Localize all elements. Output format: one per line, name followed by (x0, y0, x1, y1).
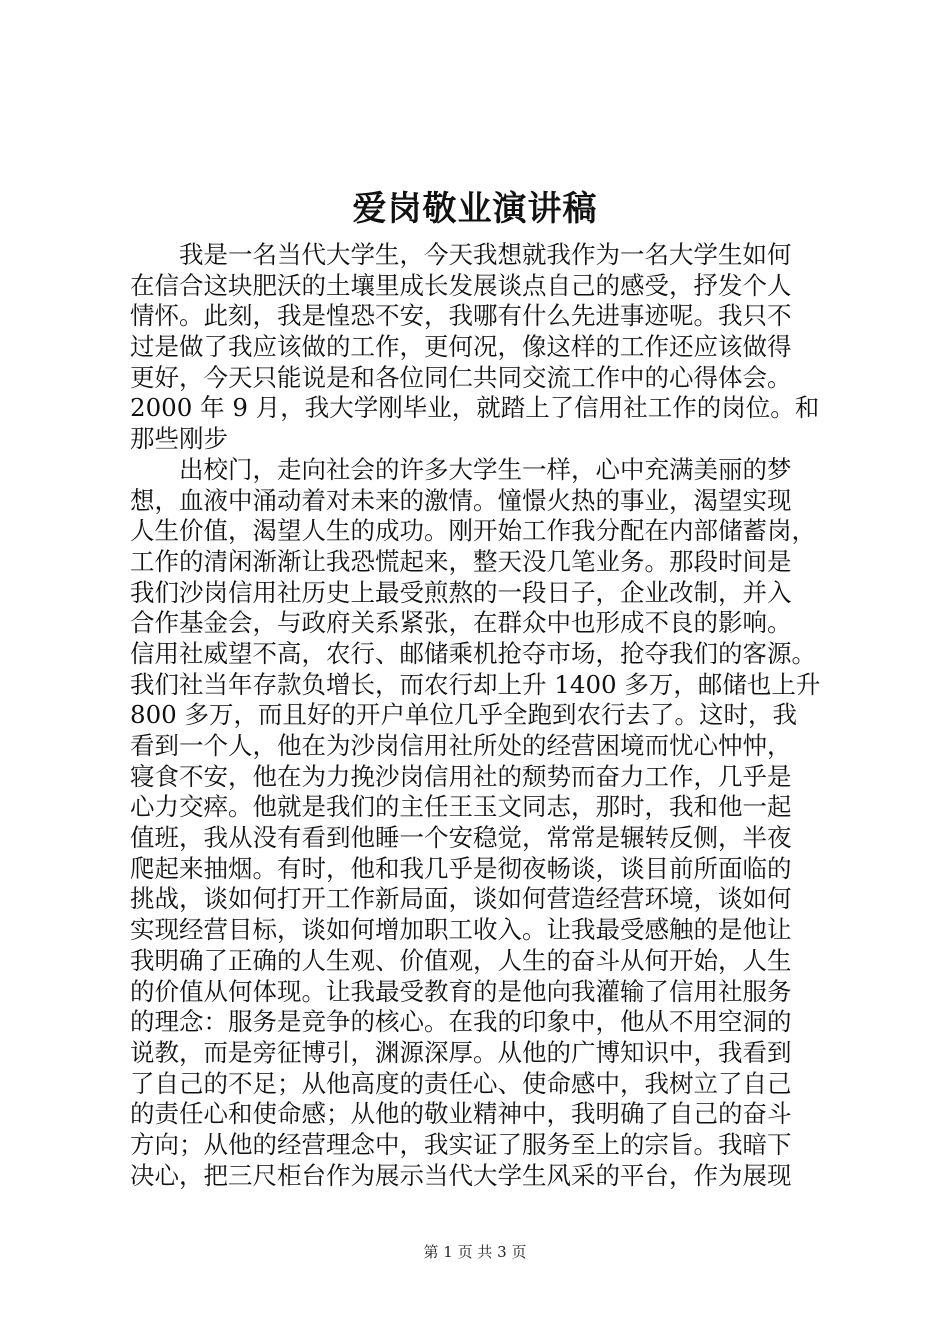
body-line: 心力交瘁。他就是我们的主任王玉文同志，那时，我和他一起 (130, 792, 792, 822)
body-line: 寝食不安，他在为力挽沙岗信用社的颓势而奋力工作，几乎是 (130, 761, 792, 791)
body-line: 想，血液中涌动着对未来的激情。憧憬火热的事业，渴望实现 (130, 485, 792, 515)
body-line: 了自己的不足；从他高度的责任心、使命感中，我树立了自己 (130, 1068, 792, 1098)
page-footer: 第 1 页 共 3 页 (423, 1243, 527, 1261)
body-line: 情怀。此刻，我是惶恐不安，我哪有什么先进事迹呢。我只不 (130, 301, 792, 331)
body-line: 我明确了正确的人生观、价值观，人生的奋斗从何开始，人生 (130, 945, 792, 975)
body-line: 在信合这块肥沃的土壤里成长发展谈点自己的感受，抒发个人 (130, 270, 792, 300)
body-line: 工作的清闲渐渐让我恐慌起来，整天没几笔业务。那段时间是 (130, 546, 792, 576)
body-line: 那些刚步 (130, 424, 228, 454)
body-line: 值班，我从没有看到他睡一个安稳觉，常常是辗转反侧，半夜 (130, 823, 792, 853)
body-line: 我们沙岗信用社历史上最受煎熬的一段日子，企业改制，并入 (130, 577, 792, 607)
body-line: 的价值从何体现。让我最受教育的是他向我灌输了信用社服务 (130, 976, 792, 1006)
body-line: 方向；从他的经营理念中，我实证了服务至上的宗旨。我暗下 (130, 1129, 792, 1159)
body-line: 人生价值，渴望人生的成功。刚开始工作我分配在内部储蓄岗， (130, 516, 816, 546)
body-line: 挑战，谈如何打开工作新局面，谈如何营造经营环境，谈如何 (130, 884, 792, 914)
body-line: 说教，而是旁征博引，渊源深厚。从他的广博知识中，我看到 (130, 1037, 792, 1067)
body-line: 合作基金会，与政府关系紧张，在群众中也形成不良的影响。 (130, 608, 792, 638)
body-line: 我们社当年存款负增长，而农行却上升 1400 多万，邮储也上升 (130, 669, 821, 699)
body-line: 实现经营目标，谈如何增加职工收入。让我最受感触的是他让 (130, 915, 792, 945)
body-line: 的理念：服务是竞争的核心。在我的印象中，他从不用空洞的 (130, 1007, 792, 1037)
body-line: 决心，把三尺柜台作为展示当代大学生风采的平台，作为展现 (130, 1160, 792, 1190)
body-line: 的责任心和使命感；从他的敬业精神中，我明确了自己的奋斗 (130, 1099, 792, 1129)
document-body (130, 240, 835, 1191)
body-line: 信用社威望不高，农行、邮储乘机抢夺市场，抢夺我们的客源。 (130, 638, 816, 668)
body-line: 过是做了我应该做的工作，更何况，像这样的工作还应该做得 (130, 332, 792, 362)
body-line: 800 多万，而且好的开户单位几乎全跑到农行去了。这时，我 (130, 700, 798, 730)
body-line: 出校门，走向社会的许多大学生一样，心中充满美丽的梦 (130, 454, 792, 484)
body-line: 2000 年 9 月，我大学刚毕业，就踏上了信用社工作的岗位。和 (130, 393, 820, 423)
document-title: 爱岗敬业演讲稿 (352, 189, 598, 229)
body-line: 看到一个人，他在为沙岗信用社所处的经营困境而忧心忡忡， (130, 731, 792, 760)
body-line: 更好，今天只能说是和各位同仁共同交流工作中的心得体会。 (130, 362, 792, 392)
body-line: 我是一名当代大学生，今天我想就我作为一名大学生如何 (130, 240, 792, 269)
body-line: 爬起来抽烟。有时，他和我几乎是彻夜畅谈，谈目前所面临的 (130, 853, 792, 883)
